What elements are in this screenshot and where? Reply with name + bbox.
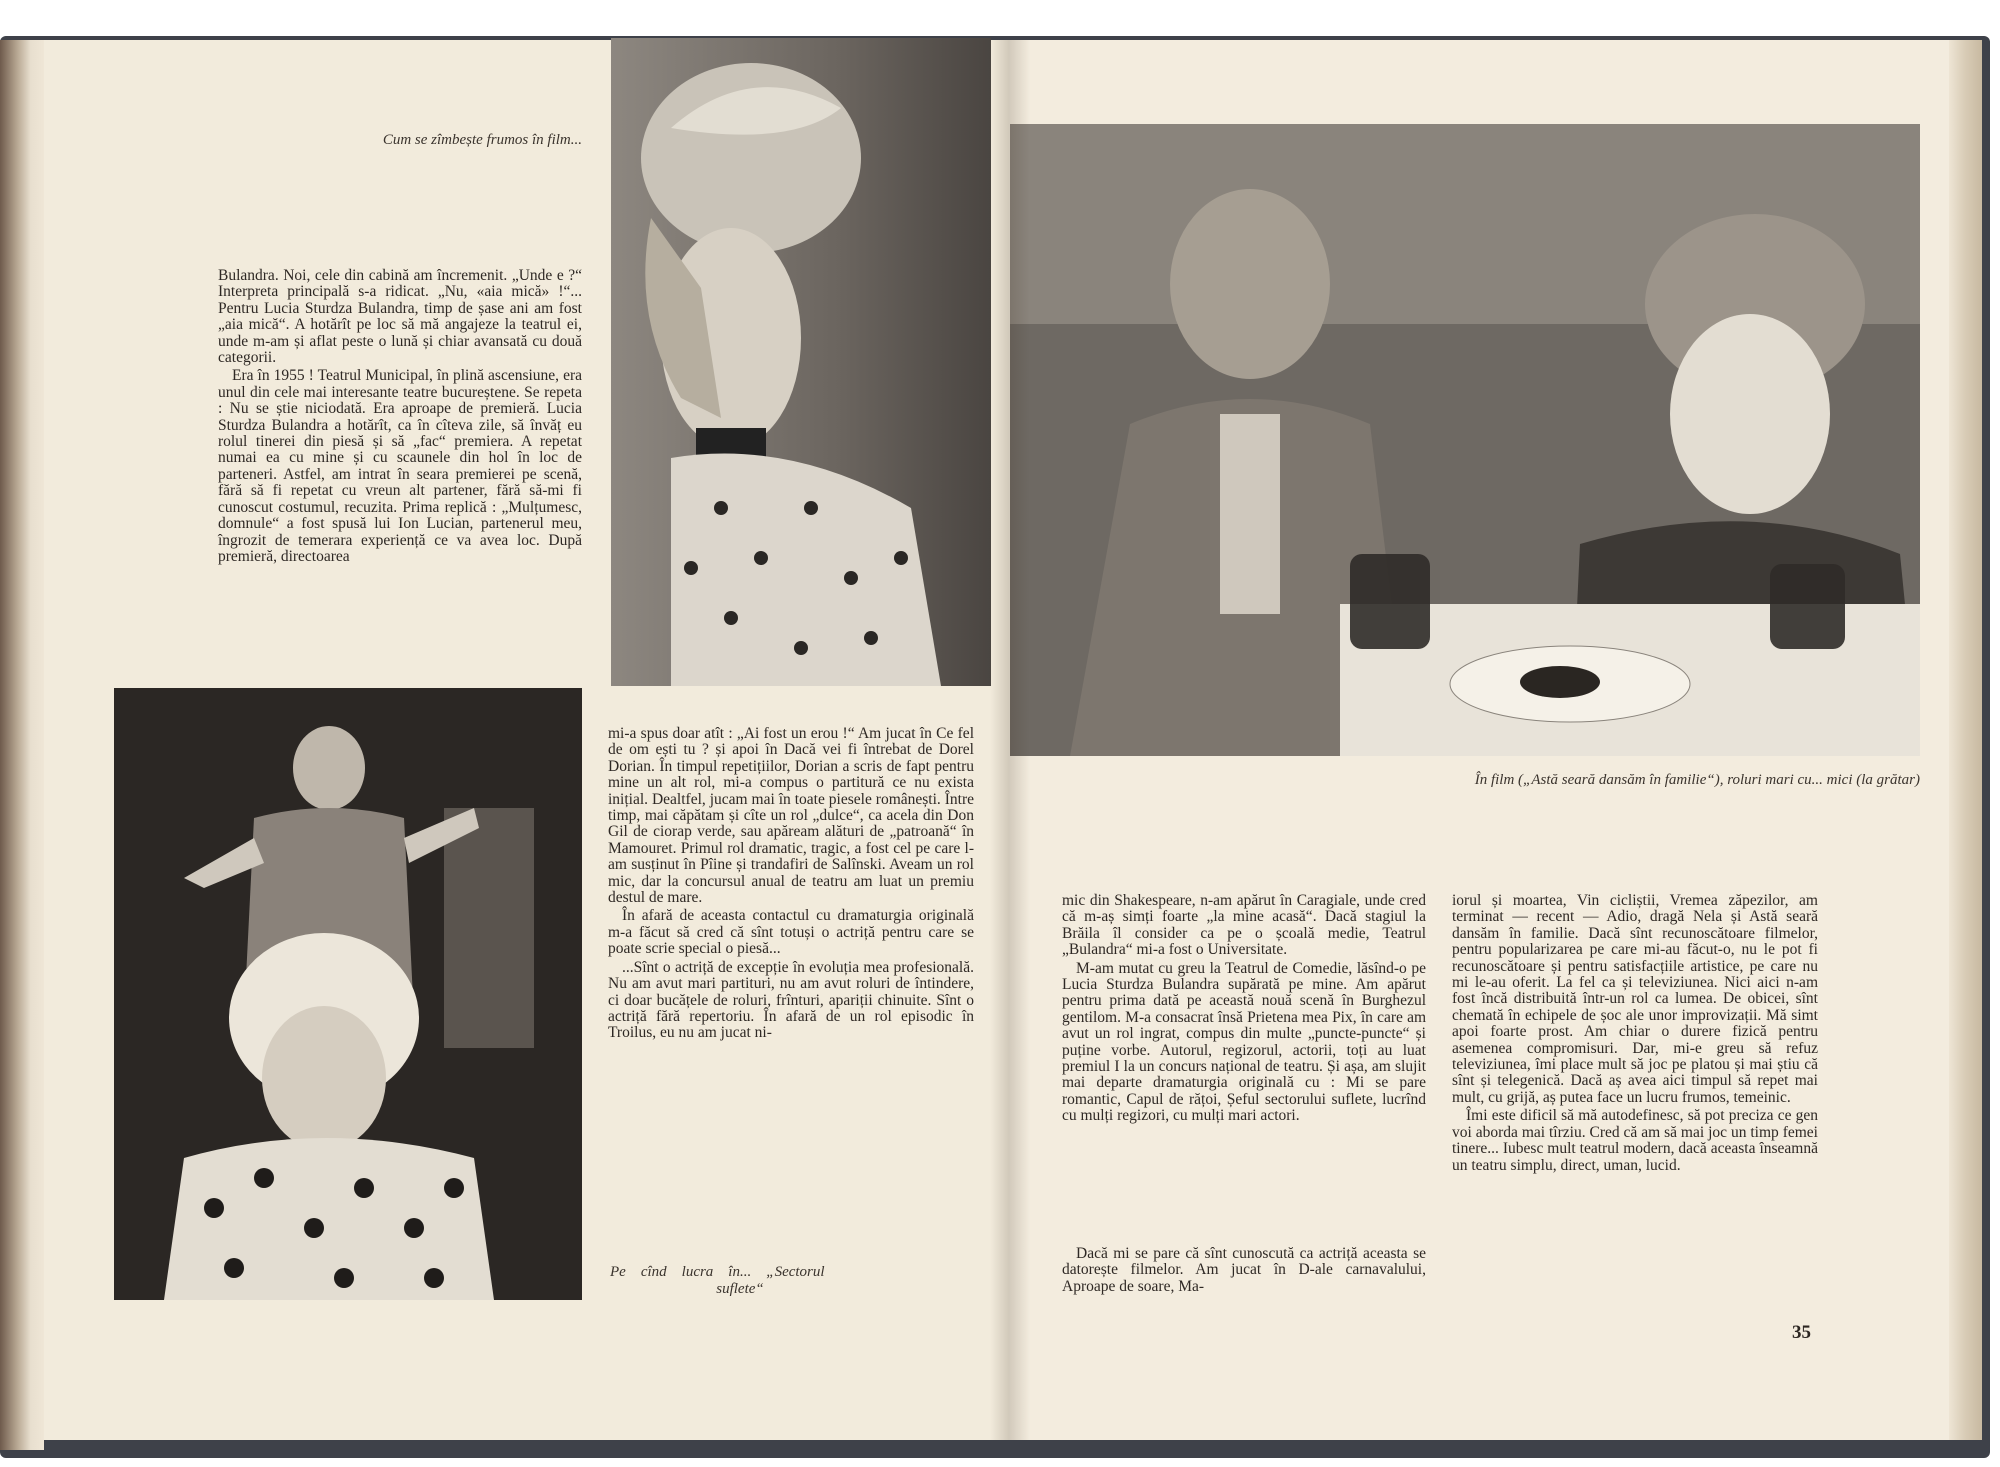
paragraph: În afară de aceasta contactul cu dramaturgia originală m-a făcut să cred că sînt totuși o actriță pentru care se poate scrie special o piesă... <box>608 907 974 958</box>
top-left-caption: Cum se zîmbește frumos în film... <box>382 132 582 148</box>
right-page-edges <box>1948 40 1982 1440</box>
paragraph: M-am mutat cu greu la Teatrul de Comedie, lăsînd-o pe Lucia Sturdza Bulandra supărată pe mine. Am apărut pentru prima dată pe această nouă scenă în Burghezul gentilom. M-a consacrat însă Prietena mea Pix, în care am avut un rol ingrat, compus din multe „puncte-puncte“ și puține vorbe. Autorul, regizorul, actorii, toți au luat premiul I la un concurs național de teatru. Și așa, am slujit mai departe dramaturgia originală cu : Mi se pare romantic, Capul de rățoi, Șeful sectorului suflete, lucrînd cu mulți regizori, cu mulți mari actori. <box>1062 959 1426 1125</box>
paragraph: mi-a spus doar atît : „Ai fost un erou !“ Am jucat în Ce fel de om ești tu ? și apoi în Dacă vei fi întrebat de Dorel Dorian. În timpul repetițiilor, Dorian a scris de fapt pentru mine un alt rol, mi-a compus o partitură ce nu exista inițial. Dealtfel, jucam mai în toate piesele românești. Între timp, mai căpătam și cîte un rol „dulce“, ca acela din Don Gil de ciorap verde, sau apăream alături de „patroană“ în Mamouret. Primul rol dramatic, tragic, a fost cel pe care l-am susținut în Pîine și trandafiri de Salînski. Aveam un rol mic, dar la concursul anual de teatru am luat un premiu destul de mare. <box>608 725 974 907</box>
paragraph: ...Sînt o actriță de excepție în evoluția mea profesională. Nu am avut mari partituri, nu am avut roluri de întindere, ci doar bucățele de roluri, frînturi, apariții chinuite. Sînt o actriță fără repertoriu. În afară de un rol episodic în Troilus, eu nu am jucat ni- <box>608 958 974 1042</box>
book-gutter <box>990 40 1030 1440</box>
photo-stage-scene <box>114 688 582 1300</box>
paragraph: Bulandra. Noi, cele din cabină am încremenit. „Unde e ?“ Interpreta principală s-a ridicat. „Nu, «aia mică» !“... Pentru Lucia Sturdza Bulandra, timp de șase ani am fost „aia mică“. A hotărît pe loc să mă angajeze la teatrul ei, unde m-am și aflat peste o lună și chiar avansată cu două categorii. <box>218 267 582 367</box>
photo-actress-in-hat <box>611 38 991 686</box>
photo-film-cafe-scene <box>1010 124 1920 756</box>
page-number: 35 <box>1792 1322 1811 1343</box>
left-text-column-1 <box>218 268 582 567</box>
right-text-column-2 <box>1452 893 1818 1176</box>
right-text-column-1-bottom <box>1062 1246 1426 1297</box>
left-text-column-2 <box>608 726 974 1044</box>
left-page-edges <box>0 40 44 1450</box>
caption-line: suflete“ <box>716 1281 764 1297</box>
paragraph: Îmi este dificil să mă autodefinesc, să pot preciza ce gen voi aborda mai tîrziu. Cred că am să mai joc un timp femei tinere... Iubesc mult teatrul modern, dacă aceasta înseamnă un teatru simplu, direct, uman, lucid. <box>1452 1107 1818 1174</box>
paragraph: iorul și moartea, Vin cicliștii, Vremea zăpezilor, am terminat — recent — Adio, dragă Nela și Astă seară dansăm în familie. Dacă sînt recunoscătoare filmelor, pentru popularizarea pe care mi-au făcut-o, nu le pot fi recunoscătoare și pentru satisfacțiile artistice, pe care nu mi le-au oferit. La fel ca și televiziunea. Nici aici n-am fost încă distribuită într-un rol ca lumea. De obicei, sînt chemată în echipele de șoc ale unor improvizații. Mă simt apoi foarte prost. Am chiar o durere fizică pentru asemenea compromisuri. Dar, mi-e greu să refuz televiziunea, îmi place mult să joc pe platou și mai știu că sînt și telegenică. Dacă aș avea aici timpul să repet mai mult, cu grijă, aș putea face un lucru frumos, temeinic. <box>1452 892 1818 1106</box>
stage-photo-caption <box>610 1264 870 1298</box>
film-photo-caption: În film („Astă seară dansăm în familie“), roluri mari cu... mici (la grătar) <box>1474 772 1920 788</box>
paragraph: Dacă mi se pare că sînt cunoscută ca actriță aceasta se datorește filmelor. Am jucat în D-ale carnavalului, Aproape de soare, Ma- <box>1062 1245 1426 1295</box>
right-text-column-1 <box>1062 893 1426 1127</box>
paragraph: Era în 1955 ! Teatrul Municipal, în plină ascensiune, era unul din cele mai interesante teatre bucureștene. Se repeta : Nu se știe niciodată. Era aproape de premieră. Lucia Sturdza Bulandra a hotărît, ca în cîteva zile, să învăț eu rolul tinerei din piesă și să „fac“ premiera. A repetat numai ea cu mine și cu scaunele din hol în loc de parteneri. Astfel, am intrat în seara premierei pe scenă, fără să fi repetat cu vreun alt partener, fără să-mi fi cunoscut costumul, recuzita. Prima replică : „Mulțumesc, domnule“ a fost spusă lui Ion Lucian, partenerul meu, îngrozit de temerara experiență ce va avea loc. După premieră, directoarea <box>218 367 582 565</box>
caption-line: Pe cînd lucra în... „Sectorul <box>610 1264 825 1280</box>
paragraph: mic din Shakespeare, n-am apărut în Caragiale, unde cred că m-aș simți foarte „la mine acasă“. Dacă stagiul la Brăila îl consider ca pe o școală medie, Teatrul „Bulandra“ mi-a fost o Universitate. <box>1062 892 1426 959</box>
